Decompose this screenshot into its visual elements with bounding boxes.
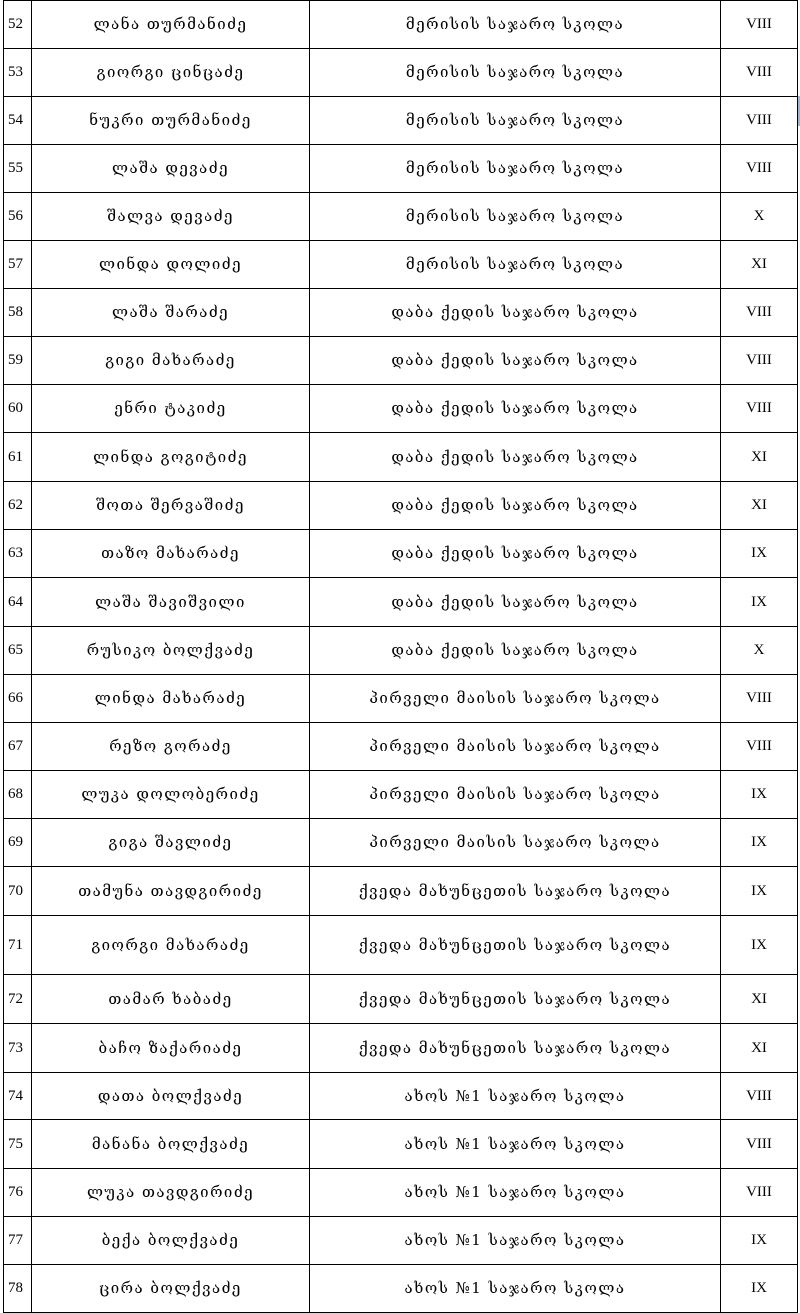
school-name: დაბა ქედის საჯარო სკოლა	[310, 337, 721, 385]
table-row	[4, 1, 798, 49]
grade-level: VIII	[721, 723, 798, 771]
student-name: მანანა ბოლქვაძე	[32, 1120, 310, 1169]
row-number: 69	[4, 819, 32, 867]
student-name: გიგა შავლიძე	[32, 819, 310, 867]
grade-level: VIII	[721, 1, 798, 49]
grade-level: X	[721, 193, 798, 241]
row-number: 61	[4, 433, 32, 482]
row-number: 75	[4, 1120, 32, 1169]
student-name: ნუკრი თურმანიძე	[32, 97, 310, 145]
grade-level: VIII	[721, 145, 798, 193]
student-name: ლაშა შავიშვილი	[32, 578, 310, 627]
school-name: ახოს №1 საჯარო სკოლა	[310, 1073, 721, 1120]
school-name: პირველი მაისის საჯარო სკოლა	[310, 819, 721, 867]
student-name: ლუკა დოლობერიძე	[32, 771, 310, 819]
row-number: 54	[4, 97, 32, 145]
table-row	[4, 975, 798, 1024]
grade-level: XI	[721, 1024, 798, 1073]
school-name: დაბა ქედის საჯარო სკოლა	[310, 433, 721, 482]
grade-level: VIII	[721, 1120, 798, 1169]
table-row	[4, 916, 798, 975]
table-row	[4, 1217, 798, 1265]
row-number: 66	[4, 675, 32, 723]
table-row	[4, 1024, 798, 1073]
row-number: 57	[4, 241, 32, 289]
table-row	[4, 675, 798, 723]
table-row	[4, 193, 798, 241]
student-name: ენრი ტაკიძე	[32, 385, 310, 433]
student-name: ლანა თურმანიძე	[32, 1, 310, 49]
row-number: 68	[4, 771, 32, 819]
table-row	[4, 49, 798, 97]
grade-level: VIII	[721, 49, 798, 97]
school-name: ახოს №1 საჯარო სკოლა	[310, 1217, 721, 1265]
grade-level: IX	[721, 1217, 798, 1265]
table-row	[4, 385, 798, 433]
school-name: დაბა ქედის საჯარო სკოლა	[310, 289, 721, 337]
row-number: 59	[4, 337, 32, 385]
school-name: დაბა ქედის საჯარო სკოლა	[310, 385, 721, 433]
table-row	[4, 867, 798, 916]
grade-level: IX	[721, 578, 798, 627]
student-name: გიორგი მახარაძე	[32, 916, 310, 975]
school-name: დაბა ქედის საჯარო სკოლა	[310, 482, 721, 530]
table-row	[4, 241, 798, 289]
school-name: ახოს №1 საჯარო სკოლა	[310, 1169, 721, 1217]
table-row	[4, 723, 798, 771]
table-row	[4, 819, 798, 867]
table-row	[4, 1265, 798, 1313]
student-name: გიორგი ცინცაძე	[32, 49, 310, 97]
grade-level: IX	[721, 530, 798, 578]
school-name: მერისის საჯარო სკოლა	[310, 1, 721, 49]
grade-level: XI	[721, 975, 798, 1024]
school-name: დაბა ქედის საჯარო სკოლა	[310, 530, 721, 578]
row-number: 64	[4, 578, 32, 627]
row-number: 53	[4, 49, 32, 97]
table-row	[4, 771, 798, 819]
school-name: ქვედა მახუნცეთის საჯარო სკოლა	[310, 975, 721, 1024]
row-number: 67	[4, 723, 32, 771]
school-name: დაბა ქედის საჯარო სკოლა	[310, 627, 721, 675]
row-number: 58	[4, 289, 32, 337]
student-name: ლუკა თავდგირიძე	[32, 1169, 310, 1217]
table-row	[4, 145, 798, 193]
grade-level: VIII	[721, 385, 798, 433]
student-name: ლინდა დოლიძე	[32, 241, 310, 289]
student-name: შოთა შერვაშიძე	[32, 482, 310, 530]
roster-body	[4, 1, 798, 1313]
grade-level: VIII	[721, 337, 798, 385]
grade-level: IX	[721, 867, 798, 916]
row-number: 62	[4, 482, 32, 530]
grade-level: VIII	[721, 1169, 798, 1217]
grade-level: IX	[721, 1265, 798, 1313]
school-name: მერისის საჯარო სკოლა	[310, 193, 721, 241]
grade-level: XI	[721, 433, 798, 482]
student-name: თაზო მახარაძე	[32, 530, 310, 578]
school-name: ქვედა მახუნცეთის საჯარო სკოლა	[310, 867, 721, 916]
school-name: ქვედა მახუნცეთის საჯარო სკოლა	[310, 916, 721, 975]
grade-level: XI	[721, 482, 798, 530]
student-name: ლინდა მახარაძე	[32, 675, 310, 723]
table-row	[4, 1073, 798, 1120]
grade-level: IX	[721, 916, 798, 975]
row-number: 56	[4, 193, 32, 241]
school-name: პირველი მაისის საჯარო სკოლა	[310, 675, 721, 723]
school-name: მერისის საჯარო სკოლა	[310, 97, 721, 145]
table-row	[4, 578, 798, 627]
grade-level: VIII	[721, 1073, 798, 1120]
student-name: ბაჩო ზაქარიაძე	[32, 1024, 310, 1073]
row-number: 72	[4, 975, 32, 1024]
grade-level: IX	[721, 771, 798, 819]
row-number: 73	[4, 1024, 32, 1073]
grade-level: IX	[721, 819, 798, 867]
student-name: თამარ ხაბაძე	[32, 975, 310, 1024]
row-number: 60	[4, 385, 32, 433]
grade-level: VIII	[721, 675, 798, 723]
student-name: ბექა ბოლქვაძე	[32, 1217, 310, 1265]
row-number: 78	[4, 1265, 32, 1313]
student-roster-table	[3, 0, 798, 1313]
school-name: პირველი მაისის საჯარო სკოლა	[310, 723, 721, 771]
school-name: პირველი მაისის საჯარო სკოლა	[310, 771, 721, 819]
school-name: ახოს №1 საჯარო სკოლა	[310, 1120, 721, 1169]
row-number: 65	[4, 627, 32, 675]
student-name: ლაშა დევაძე	[32, 145, 310, 193]
grade-level: X	[721, 627, 798, 675]
table-row	[4, 289, 798, 337]
student-name: რუსიკო ბოლქვაძე	[32, 627, 310, 675]
row-number: 52	[4, 1, 32, 49]
table-row	[4, 337, 798, 385]
row-number: 77	[4, 1217, 32, 1265]
student-name: ცირა ბოლქვაძე	[32, 1265, 310, 1313]
student-name: ლაშა შარაძე	[32, 289, 310, 337]
school-name: მერისის საჯარო სკოლა	[310, 49, 721, 97]
row-number: 63	[4, 530, 32, 578]
school-name: მერისის საჯარო სკოლა	[310, 145, 721, 193]
school-name: ქვედა მახუნცეთის საჯარო სკოლა	[310, 1024, 721, 1073]
table-row	[4, 433, 798, 482]
school-name: მერისის საჯარო სკოლა	[310, 241, 721, 289]
row-number: 70	[4, 867, 32, 916]
table-row	[4, 1169, 798, 1217]
grade-level: VIII	[721, 97, 798, 145]
row-number: 55	[4, 145, 32, 193]
student-name: თამუნა თავდგირიძე	[32, 867, 310, 916]
student-name: დათა ბოლქვაძე	[32, 1073, 310, 1120]
table-row	[4, 482, 798, 530]
student-name: ლინდა გოგიტიძე	[32, 433, 310, 482]
row-number: 74	[4, 1073, 32, 1120]
grade-level: VIII	[721, 289, 798, 337]
table-row	[4, 97, 798, 145]
student-name: შალვა დევაძე	[32, 193, 310, 241]
table-row	[4, 1120, 798, 1169]
table-row	[4, 530, 798, 578]
grade-level: XI	[721, 241, 798, 289]
school-name: დაბა ქედის საჯარო სკოლა	[310, 578, 721, 627]
student-name: გიგი მახარაძე	[32, 337, 310, 385]
table-row	[4, 627, 798, 675]
student-name: რეზო გორაძე	[32, 723, 310, 771]
row-number: 76	[4, 1169, 32, 1217]
row-number: 71	[4, 916, 32, 975]
school-name: ახოს №1 საჯარო სკოლა	[310, 1265, 721, 1313]
